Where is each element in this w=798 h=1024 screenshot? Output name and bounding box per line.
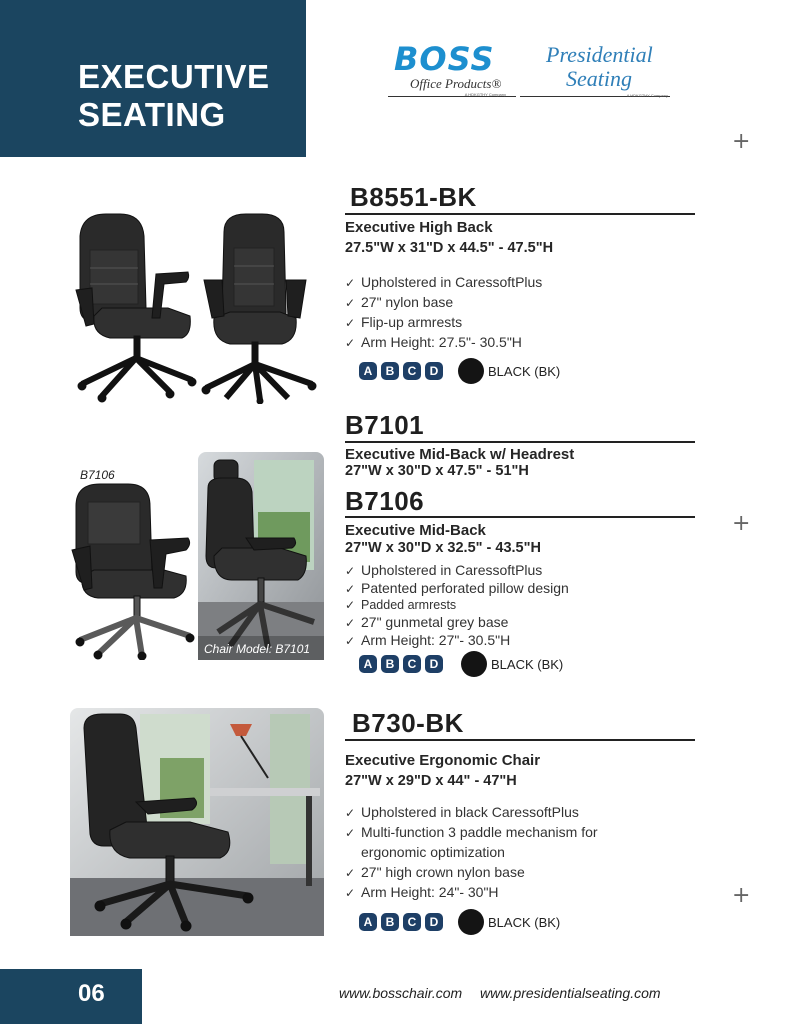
registration-mark: + [732, 511, 751, 536]
registration-mark: + [732, 129, 751, 154]
chair-photo-b7106 [70, 480, 196, 660]
color-label: BLACK (BK) [488, 364, 561, 379]
feature-item: ✓ Arm Height: 27"- 30.5"H [345, 632, 511, 648]
feature-list [345, 561, 569, 649]
image-model-tag: B7106 [80, 468, 115, 482]
feature-item: ✓ Arm Height: 27.5"- 30.5"H [345, 332, 542, 352]
check-icon: ✓ [345, 296, 356, 310]
product-model-b730: B730-BK [352, 708, 464, 738]
page-title [78, 58, 270, 134]
grade-badge-c: C [403, 362, 421, 380]
product-subtitle: Executive Ergonomic Chair [345, 752, 541, 769]
grade-badge-d: D [425, 655, 443, 673]
feature-item: ✓ Upholstered in CaressoftPlus [345, 272, 542, 292]
product-dimensions: 27.5"W x 31"D x 44.5" - 47.5"H [345, 240, 554, 256]
product-rule [345, 739, 695, 741]
check-icon: ✓ [345, 598, 356, 612]
grade-badge-a: A [359, 655, 377, 673]
product-rule [345, 213, 695, 215]
presidential-logo-line1: Presidential [546, 42, 653, 67]
color-swatch-black [458, 358, 484, 384]
color-swatch-black [458, 909, 484, 935]
feature-item: ✓ Flip-up armrests [345, 312, 542, 332]
chair-b8551-angled [76, 214, 196, 402]
page-title-line1: EXECUTIVE [78, 58, 270, 95]
product-subtitle: Executive High Back [345, 219, 493, 236]
product-rule [345, 516, 695, 518]
grade-badge-a: A [359, 362, 377, 380]
chair-b8551-front [202, 214, 316, 404]
page-number: 06 [78, 980, 105, 1007]
presidential-logo-line2: Seating [566, 66, 632, 91]
feature-item: ✓ Upholstered in black CaressoftPlus [345, 802, 598, 822]
grade-badges [359, 362, 443, 380]
product-dimensions: 27"W x 29"D x 44" - 47"H [345, 773, 517, 789]
color-swatch-black [461, 651, 487, 677]
feature-item: ✓ 27" nylon base [345, 292, 542, 312]
check-icon: ✓ [345, 564, 356, 578]
feature-list [345, 802, 598, 902]
grade-badge-d: D [425, 913, 443, 931]
feature-item: ✓ Upholstered in CaressoftPlus [345, 562, 543, 578]
grade-badge-b: B [381, 655, 399, 673]
grade-badge-c: C [403, 655, 421, 673]
feature-item: ✓ Arm Height: 24"- 30"H [345, 882, 598, 902]
product-subtitle: Executive Mid-Back w/ Headrest [345, 446, 575, 463]
check-icon: ✓ [345, 316, 356, 330]
feature-item-continued: ergonomic optimization [361, 844, 505, 860]
product-model-b7101: B7101 [345, 410, 425, 440]
boss-logo-sub: Office Products® [410, 76, 502, 91]
grade-badge-a: A [359, 913, 377, 931]
boss-logo [388, 38, 516, 100]
check-icon: ✓ [345, 866, 356, 880]
feature-item: ✓ Patented perforated pillow design [345, 580, 569, 596]
color-label: BLACK (BK) [488, 915, 561, 930]
footer-page-box [0, 969, 142, 1024]
chair-photo-b8551 [72, 208, 324, 404]
check-icon: ✓ [345, 826, 356, 840]
grade-badge-b: B [381, 362, 399, 380]
grade-badges [359, 655, 443, 673]
chair-photo-b730 [70, 708, 324, 936]
check-icon: ✓ [345, 886, 356, 900]
check-icon: ✓ [345, 634, 356, 648]
boss-logo-word: BOSS [394, 40, 495, 78]
photo-caption: Chair Model: B7101 [204, 642, 311, 656]
feature-list [345, 272, 542, 352]
presidential-logo-tag: A HDKGTHY Company [626, 93, 668, 98]
feature-item: ✓ Padded armrests [345, 598, 457, 612]
product-dimensions: 27"W x 30"D x 47.5" - 51"H [345, 463, 529, 479]
color-label: BLACK (BK) [491, 657, 564, 672]
grade-badge-c: C [403, 913, 421, 931]
grade-badge-b: B [381, 913, 399, 931]
footer-url-boss[interactable]: www.bosschair.com [339, 985, 463, 1001]
feature-item: ✓ 27" gunmetal grey base [345, 614, 509, 630]
product-model-b7106: B7106 [345, 486, 425, 516]
footer-url-presidential[interactable]: www.presidentialseating.com [480, 985, 661, 1001]
grade-badge-d: D [425, 362, 443, 380]
check-icon: ✓ [345, 616, 356, 630]
check-icon: ✓ [345, 806, 356, 820]
product-rule [345, 441, 695, 443]
boss-logo-tag: A HDKGTHY Company [464, 92, 506, 97]
page-title-line2: SEATING [78, 96, 226, 133]
product-subtitle: Executive Mid-Back [345, 522, 486, 539]
presidential-logo [520, 40, 670, 102]
product-model-b8551: B8551-BK [350, 182, 477, 212]
chair-photo-b7101 [198, 452, 324, 660]
feature-item: ✓ Multi-function 3 paddle mechanism for [345, 822, 598, 842]
registration-mark: + [732, 883, 751, 908]
check-icon: ✓ [345, 582, 356, 596]
product-dimensions: 27"W x 30"D x 32.5" - 43.5"H [345, 540, 541, 556]
check-icon: ✓ [345, 276, 356, 290]
check-icon: ✓ [345, 336, 356, 350]
grade-badges [359, 913, 443, 931]
feature-item: ✓ 27" high crown nylon base [345, 862, 598, 882]
